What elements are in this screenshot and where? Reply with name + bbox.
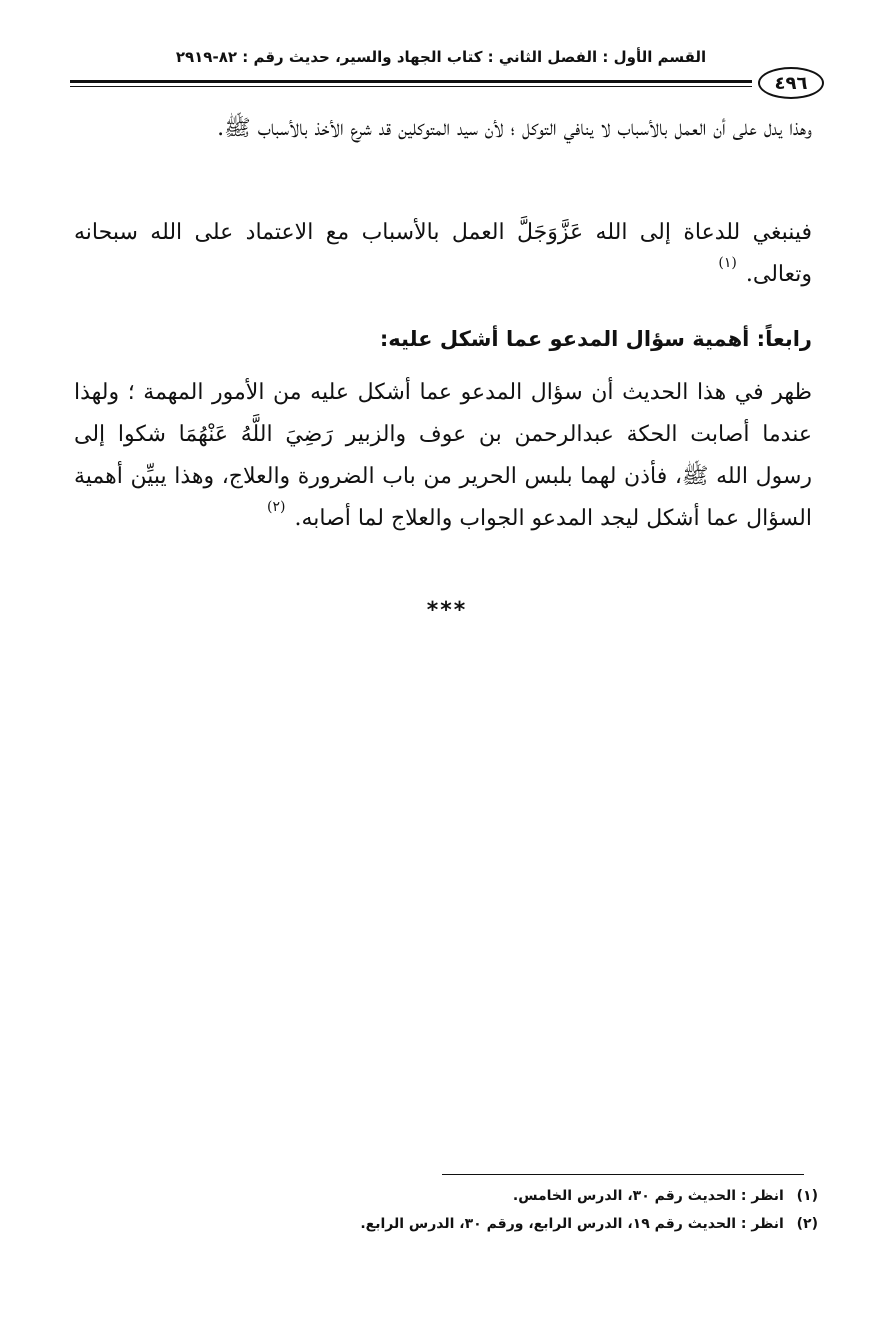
footnote-1-text: انظر : الحديث رقم ٣٠، الدرس الخامس.	[512, 1188, 784, 1204]
footnote-ref-1: (١)	[718, 255, 737, 271]
footnote-2	[118, 1210, 818, 1238]
footnotes	[118, 1182, 818, 1238]
footnote-ref-2: (٢)	[266, 499, 286, 515]
footnote-2-text: انظر : الحديث رقم ١٩، الدرس الرابع، ورقم ٣٠، الدرس الرابع.	[360, 1216, 784, 1232]
footnote-2-number: (٢)	[796, 1216, 818, 1232]
paragraph-1	[74, 108, 812, 150]
paragraph-2-text: فينبغي للدعاة إلى الله عَزَّوَجَلَّ العمل بالأسباب مع الاعتماد على الله سبحانه وتعالى.	[74, 220, 812, 287]
section-separator: ***	[426, 598, 468, 623]
paragraph-3-text: ظهر في هذا الحديث أن سؤال المدعو عما أشكل عليه من الأمور المهمة ؛ ولهذا عندما أصابت الحكة عبدالرحمن بن عوف والزبير رَضِيَ اللَّهُ عَنْهُمَا شكوا إلى رسول الله ﷺ، فأذن لهما بلبس الحرير من باب الضرورة والعلاج، وهذا يبيِّن أهمية السؤال عما أشكل ليجد المدعو الجواب والعلاج لما أصابه.	[74, 380, 813, 531]
header-rule	[70, 80, 752, 87]
paragraph-2	[74, 212, 812, 296]
footnote-rule	[442, 1174, 804, 1175]
footnote-1-number: (١)	[796, 1188, 818, 1204]
footnote-1	[118, 1182, 818, 1210]
page-number: ٤٩٦	[758, 67, 824, 99]
section-heading: رابعاً: أهمية سؤال المدعو عما أشكل عليه:	[379, 327, 812, 351]
paragraph-3	[74, 372, 812, 540]
paragraph-1-text: وهذا يدل على أن العمل بالأسباب لا ينافي التوكل ؛ لأن سيد المتوكلين قد شرع الأخذ بالأسباب ﷺ.	[217, 116, 812, 141]
running-header: القسم الأول : الفصل الثاني : كتاب الجهاد والسير، حديث رقم : ٨٢-٢٩١٩	[175, 48, 707, 66]
